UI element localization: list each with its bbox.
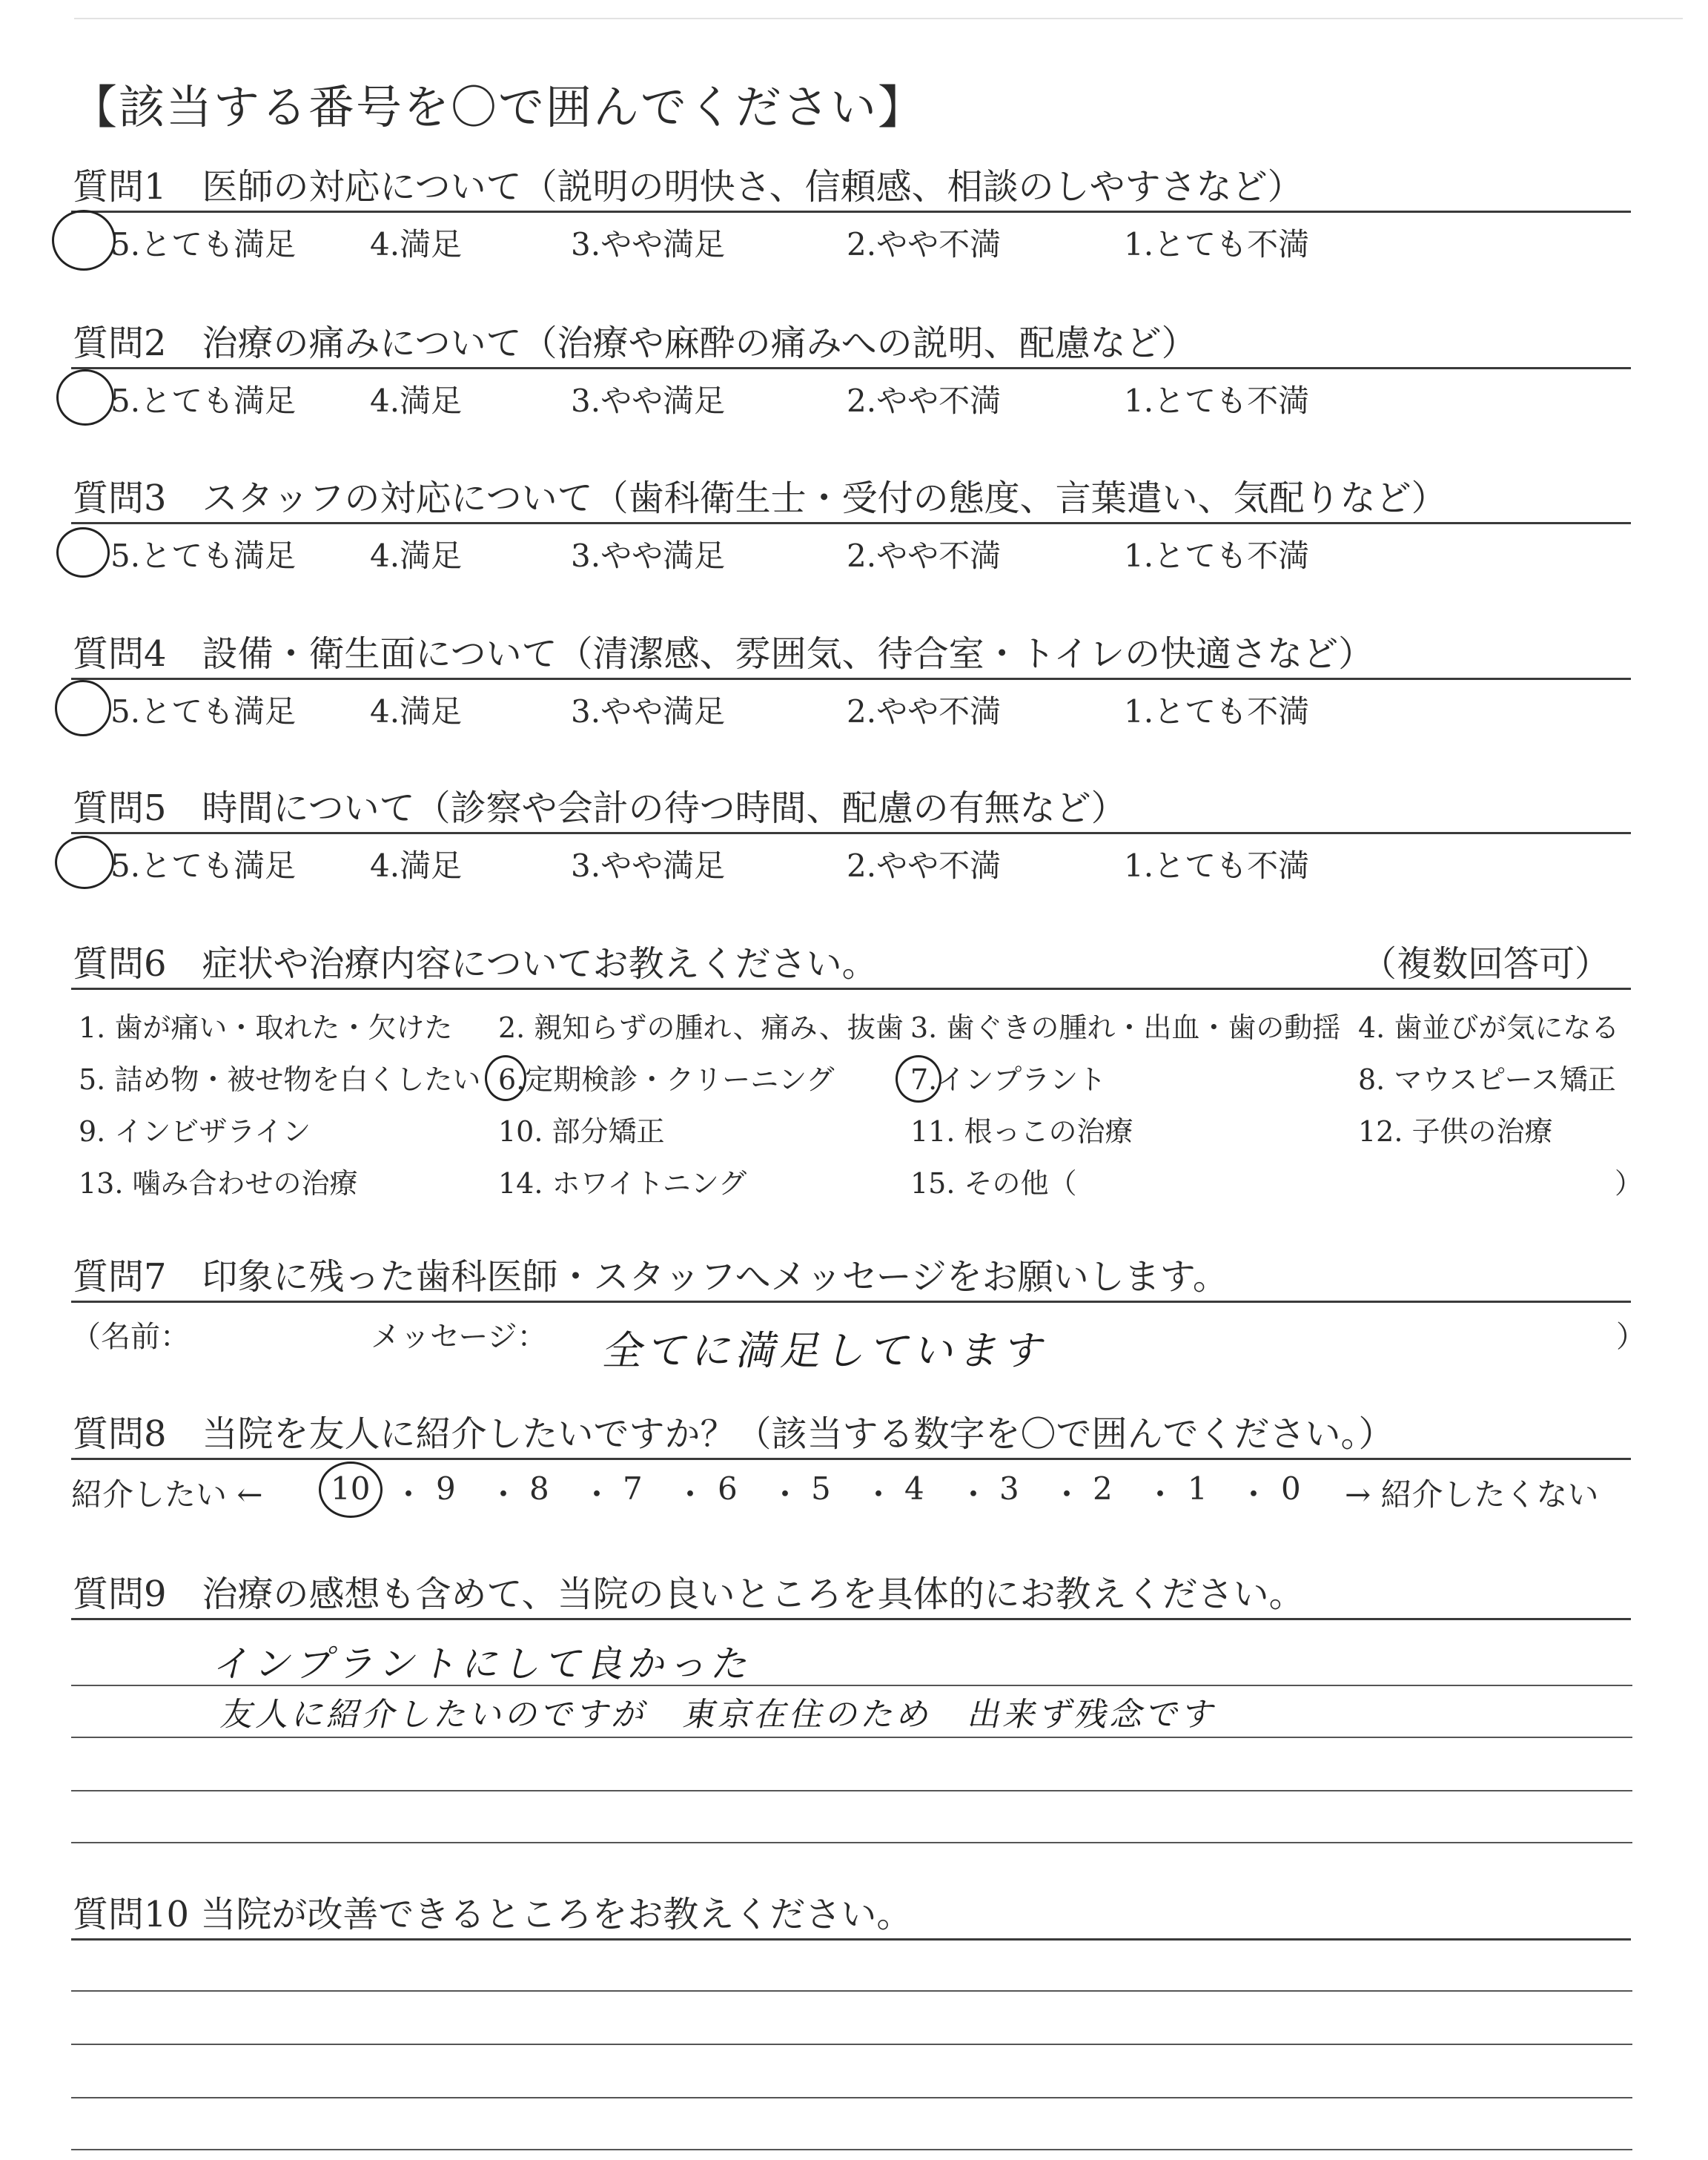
option-7[interactable]: 7.インプラント xyxy=(910,1063,1107,1096)
dot: ・ xyxy=(863,1476,895,1513)
question-2-options xyxy=(71,369,1631,419)
option-2[interactable]: 2.やや不満 xyxy=(847,226,1002,262)
selection-circle-7 xyxy=(896,1055,941,1103)
answer-line xyxy=(71,1790,1632,1791)
selection-circle xyxy=(55,680,111,736)
answer-line xyxy=(71,2149,1632,2150)
question-10 xyxy=(71,1891,1631,1941)
dot: ・ xyxy=(488,1476,520,1513)
option-1[interactable]: 1. 歯が痛い・取れた・欠けた xyxy=(79,1011,453,1044)
dot: ・ xyxy=(1051,1476,1083,1513)
selection-circle-6 xyxy=(485,1055,526,1101)
option-3[interactable]: 3.やや満足 xyxy=(571,538,726,574)
option-5[interactable]: 5.とても満足 xyxy=(110,383,297,419)
question-8-title: 質問8 当院を友人に紹介したいですか？（該当する数字を〇で囲んでください。） xyxy=(71,1410,1631,1460)
option-1[interactable]: 1.とても不満 xyxy=(1124,383,1310,419)
score-8[interactable]: 8 xyxy=(529,1470,549,1507)
question-4-title: 質問4 設備・衛生面について（清潔感、雰囲気、待合室・トイレの快適さなど） xyxy=(71,630,1631,680)
score-6[interactable]: 6 xyxy=(718,1470,738,1507)
selection-circle xyxy=(56,527,110,578)
option-11[interactable]: 11. 根っこの治療 xyxy=(910,1115,1133,1148)
handwritten-answer-line-2: 友人に紹介したいのですが 東京在住のため 出来ず残念です xyxy=(217,1696,1222,1734)
option-6[interactable]: 6.定期検診・クリーニング xyxy=(498,1063,835,1096)
dot: ・ xyxy=(1145,1476,1176,1513)
message-close: ） xyxy=(1616,1320,1646,1354)
option-5[interactable]: 5.とても満足 xyxy=(110,226,297,262)
option-2[interactable]: 2.やや不満 xyxy=(847,848,1002,884)
option-2[interactable]: 2.やや不満 xyxy=(847,693,1002,730)
option-9[interactable]: 9. インビザライン xyxy=(79,1115,311,1148)
answer-line xyxy=(71,1737,1632,1738)
answer-line xyxy=(71,1842,1632,1843)
option-14[interactable]: 14. ホワイトニング xyxy=(498,1167,747,1200)
handwritten-message: 全てに満足しています xyxy=(599,1327,1054,1374)
option-13[interactable]: 13. 噛み合わせの治療 xyxy=(79,1167,358,1200)
option-2[interactable]: 2. 親知らずの腫れ、痛み、抜歯 xyxy=(498,1011,904,1044)
answer-line xyxy=(71,2044,1632,2045)
option-4[interactable]: 4.満足 xyxy=(370,693,463,730)
option-4[interactable]: 4.満足 xyxy=(370,383,463,419)
question-6-options xyxy=(71,990,1644,1212)
question-10-title: 質問10 当院が改善できるところをお教えください。 xyxy=(71,1891,1631,1941)
answer-line xyxy=(71,1990,1632,1992)
question-1-title: 質問1 医師の対応について（説明の明快さ、信頼感、相談のしやすさなど） xyxy=(71,163,1631,213)
question-8-scale xyxy=(71,1460,1631,1519)
score-5[interactable]: 5 xyxy=(811,1470,831,1507)
option-15-close: ） xyxy=(1615,1167,1644,1200)
option-2[interactable]: 2.やや不満 xyxy=(847,383,1002,419)
option-3[interactable]: 3.やや満足 xyxy=(571,226,726,262)
score-10[interactable]: 10 xyxy=(331,1470,371,1507)
handwritten-answer-line-1: インプラントにして良かった xyxy=(209,1642,759,1685)
option-5[interactable]: 5.とても満足 xyxy=(110,848,297,884)
selection-circle xyxy=(56,369,114,426)
option-5[interactable]: 5.とても満足 xyxy=(110,538,297,574)
option-4[interactable]: 4.満足 xyxy=(370,538,463,574)
score-1[interactable]: 1 xyxy=(1188,1470,1208,1507)
option-8[interactable]: 8. マウスピース矯正 xyxy=(1358,1063,1616,1096)
dot: ・ xyxy=(1238,1476,1270,1513)
option-5[interactable]: 5.とても満足 xyxy=(110,693,297,730)
option-4[interactable]: 4.満足 xyxy=(370,226,463,262)
top-rule xyxy=(74,18,1683,19)
question-5-title: 質問5 時間について（診察や会計の待つ時間、配慮の有無など） xyxy=(71,785,1631,834)
option-4[interactable]: 4.満足 xyxy=(370,848,463,884)
score-4[interactable]: 4 xyxy=(904,1470,924,1507)
option-1[interactable]: 1.とても不満 xyxy=(1124,848,1310,884)
option-1[interactable]: 1.とても不満 xyxy=(1124,693,1310,730)
message-label: メッセージ： xyxy=(371,1320,547,1354)
score-0[interactable]: 0 xyxy=(1281,1470,1301,1507)
question-9-title: 質問9 治療の感想も含めて、当院の良いところを具体的にお教えください。 xyxy=(71,1571,1631,1620)
option-4[interactable]: 4. 歯並びが気になる xyxy=(1358,1011,1620,1044)
question-7-answer xyxy=(71,1303,1646,1374)
question-6 xyxy=(71,940,1644,1212)
selection-circle xyxy=(52,210,116,271)
question-6-text: 質問6 症状や治療内容についてお教えください。 xyxy=(73,943,878,985)
question-3-title: 質問3 スタッフの対応について（歯科衛生士・受付の態度、言葉遣い、気配りなど） xyxy=(71,475,1631,524)
question-7-title: 質問7 印象に残った歯科医師・スタッフへメッセージをお願いします。 xyxy=(71,1253,1631,1303)
question-2-title: 質問2 治療の痛みについて（治療や麻酔の痛みへの説明、配慮など） xyxy=(71,320,1631,369)
option-3[interactable]: 3.やや満足 xyxy=(571,383,726,419)
question-5-options xyxy=(71,834,1631,884)
multiple-answers-note: （複数回答可） xyxy=(1360,943,1610,985)
question-3-options xyxy=(71,524,1631,574)
score-9[interactable]: 9 xyxy=(436,1470,456,1507)
question-9 xyxy=(71,1571,1631,1620)
recommend-right-label: → 紹介したくない xyxy=(1345,1476,1599,1513)
question-3 xyxy=(71,475,1631,574)
selection-circle-10 xyxy=(319,1462,383,1518)
answer-line xyxy=(71,2097,1632,2098)
question-7 xyxy=(71,1253,1646,1374)
question-4-options xyxy=(71,680,1631,730)
question-2 xyxy=(71,320,1631,419)
recommend-left-label: 紹介したい ← xyxy=(71,1476,263,1513)
question-5 xyxy=(71,785,1631,884)
dot: ・ xyxy=(958,1476,990,1513)
question-1 xyxy=(71,163,1631,262)
question-1-options xyxy=(71,213,1631,262)
score-2[interactable]: 2 xyxy=(1093,1470,1113,1507)
dot: ・ xyxy=(393,1476,425,1513)
question-8 xyxy=(71,1410,1631,1519)
question-6-title xyxy=(71,940,1631,990)
option-5[interactable]: 5. 詰め物・被せ物を白くしたい xyxy=(79,1063,481,1096)
selection-circle xyxy=(55,836,114,889)
option-12[interactable]: 12. 子供の治療 xyxy=(1358,1115,1553,1148)
score-7[interactable]: 7 xyxy=(623,1470,643,1507)
option-2[interactable]: 2.やや不満 xyxy=(847,538,1002,574)
option-10[interactable]: 10. 部分矯正 xyxy=(498,1115,665,1148)
option-3[interactable]: 3. 歯ぐきの腫れ・出血・歯の動揺 xyxy=(910,1011,1341,1044)
page-heading: 【該当する番号を〇で囲んでください】 xyxy=(71,80,926,134)
dot: ・ xyxy=(675,1476,706,1513)
option-3[interactable]: 3.やや満足 xyxy=(571,848,726,884)
name-label: （名前： xyxy=(71,1320,190,1354)
option-15[interactable]: 15. その他（ xyxy=(910,1167,1077,1200)
option-3[interactable]: 3.やや満足 xyxy=(571,693,726,730)
option-1[interactable]: 1.とても不満 xyxy=(1124,226,1310,262)
dot: ・ xyxy=(769,1476,801,1513)
option-1[interactable]: 1.とても不満 xyxy=(1124,538,1310,574)
dot: ・ xyxy=(581,1476,613,1513)
score-3[interactable]: 3 xyxy=(999,1470,1019,1507)
question-4 xyxy=(71,630,1631,730)
